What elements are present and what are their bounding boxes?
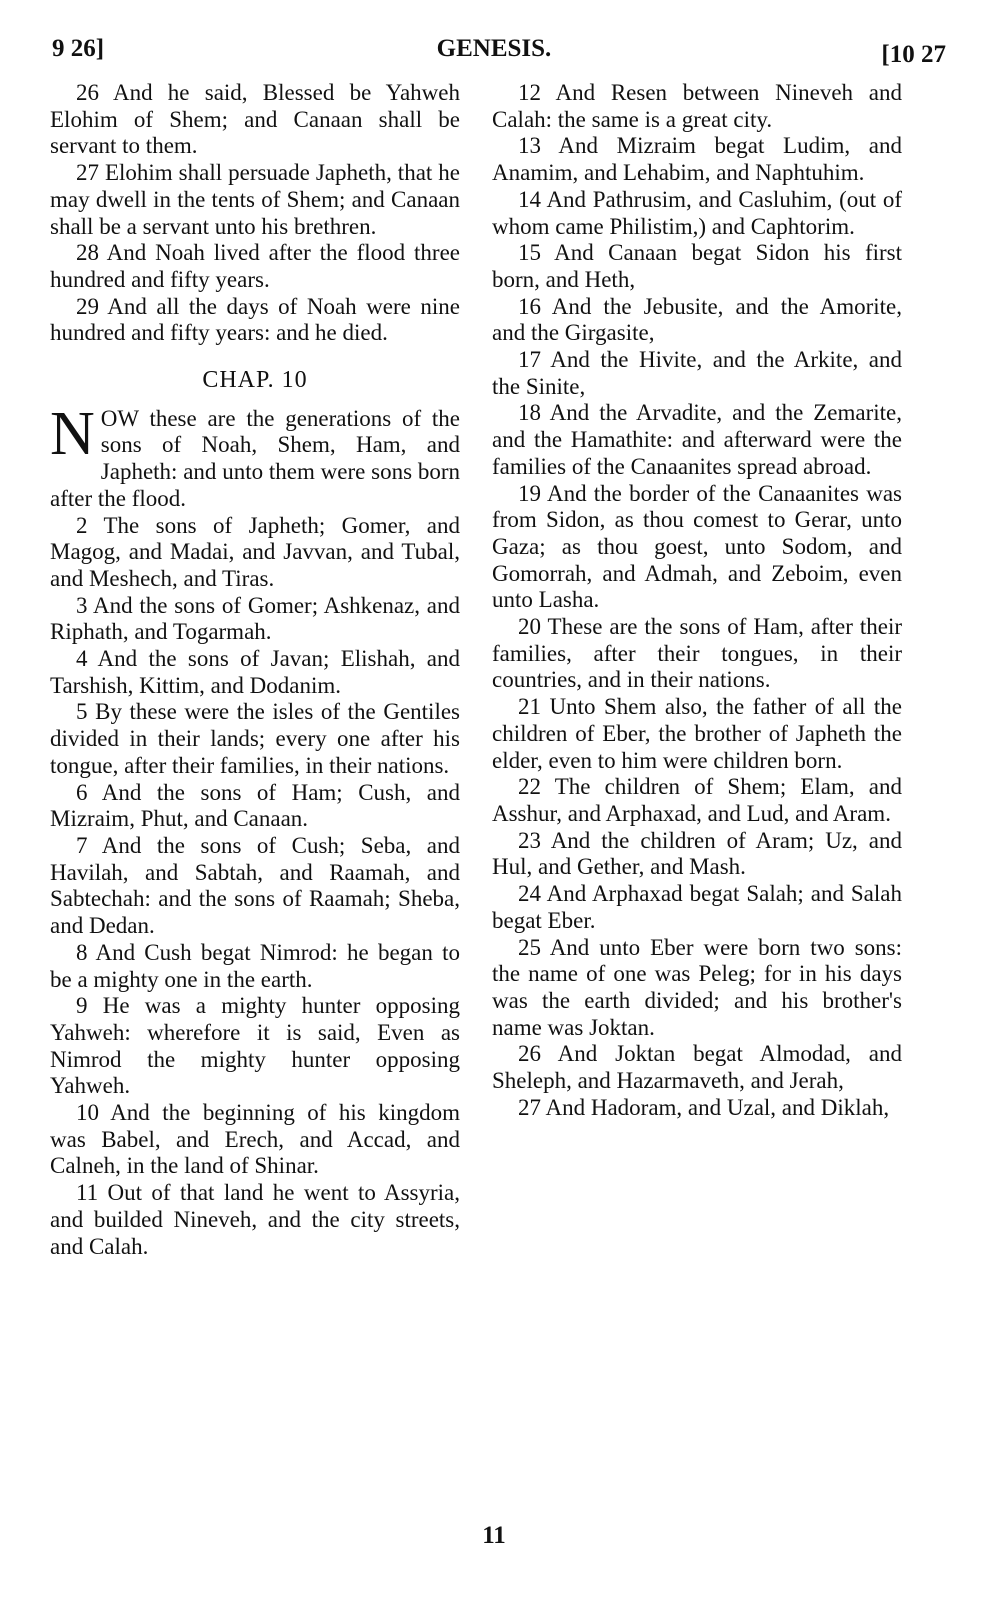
left-column: [50, 80, 460, 1260]
page-number: 11: [482, 1522, 506, 1549]
verse-10-10: 10 And the beginning of his kingdom was Babel, and Erech, and Accad, and Calneh, in the land of Shinar.: [50, 1100, 460, 1179]
verse-10-1: [50, 399, 460, 513]
verse-10-22: 22 The children of Shem; Elam, and Asshur, and Arphaxad, and Lud, and Aram.: [492, 774, 902, 826]
verse-10-24: 24 And Arphaxad begat Salah; and Salah begat Eber.: [492, 881, 902, 933]
verse-10-7: 7 And the sons of Cush; Seba, and Havilah, and Sabtah, and Raamah, and Sabtechah: and the sons of Raamah; Sheba, and Dedan.: [50, 832, 460, 939]
verse-9-26: 26 And he said, Blessed be Yahweh Elohim of Shem; and Canaan shall be servant to them.: [50, 80, 460, 159]
verse-9-29: 29 And all the days of Noah were nine hundred and fifty years: and he died.: [50, 293, 460, 346]
verse-10-15: 15 And Canaan begat Sidon his first born, and Heth,: [492, 240, 902, 292]
verse-10-11: 11 Out of that land he went to Assyria, and builded Nineveh, and the city streets, and Calah.: [50, 1180, 460, 1259]
verse-10-25: 25 And unto Eber were born two sons: the name of one was Peleg; for in his days was the earth divided; and his brother's name was Joktan.: [492, 934, 902, 1040]
verse-10-1-text: OW these are the generations of the sons of Noah, Shem, Ham, and Japheth: and unto them were sons born after the flood.: [50, 405, 460, 511]
verse-10-27: 27 And Hadoram, and Uzal, and Diklah,: [518, 1094, 890, 1120]
verse-10-18: 18 And the Arvadite, and the Zemarite, and the Hamathite: and afterward were the families of the Canaanites spread abroad.: [492, 400, 902, 479]
verse-10-4: 4 And the sons of Javan; Elishah, and Tarshish, Kittim, and Dodanim.: [50, 646, 460, 698]
book-title: GENESIS.: [436, 35, 552, 62]
drop-cap: N: [50, 399, 95, 468]
verse-10-20: 20 These are the sons of Ham, after their families, after their tongues, in their countries, and in their nations.: [492, 614, 902, 693]
verse-10-9: 9 He was a mighty hunter opposing Yahweh: wherefore it is said, Even as Nimrod the mighty hunter opposing Yahweh.: [50, 993, 460, 1099]
verse-10-23: 23 And the children of Aram; Uz, and Hul, and Gether, and Mash.: [492, 827, 902, 880]
verse-10-21: 21 Unto Shem also, the father of all the children of Eber, the brother of Japheth the elder, even to him were children born.: [492, 694, 902, 773]
verse-10-2: 2 The sons of Japheth; Gomer, and Magog, and Madai, and Javvan, and Tubal, and Meshech, and Tiras.: [50, 512, 460, 591]
verse-10-13: 13 And Mizraim begat Ludim, and Anamim, and Lehabim, and Naphtuhim.: [492, 133, 902, 186]
verse-10-26: 26 And Joktan begat Almodad, and Sheleph, and Hazarmaveth, and Jerah,: [492, 1041, 902, 1094]
verse-10-3: 3 And the sons of Gomer; Ashkenaz, and Riphath, and Togarmah.: [50, 592, 460, 645]
running-head-left: 9 26]: [52, 35, 105, 62]
verse-10-19: 19 And the border of the Canaanites was from Sidon, as thou comest to Gerar, unto Gaza; as thou goest, unto Sodom, and Gomorrah, and Admah, and Zeboim, even unto Lasha.: [492, 480, 902, 613]
verse-10-6: 6 And the sons of Ham; Cush, and Mizraim, Phut, and Canaan.: [50, 779, 460, 832]
running-head-right: [10 27: [881, 41, 946, 68]
right-column: [492, 80, 902, 1121]
verse-10-5: 5 By these were the isles of the Gentiles divided in their lands; every one after his tongue, after their families, in their nations.: [50, 699, 460, 778]
chapter-heading: CHAP. 10: [202, 367, 308, 394]
verse-10-16: 16 And the Jebusite, and the Amorite, and the Girgasite,: [492, 293, 902, 346]
verse-10-14: 14 And Pathrusim, and Casluhim, (out of whom came Philistim,) and Caphtorim.: [492, 186, 902, 239]
verse-10-17: 17 And the Hivite, and the Arkite, and the Sinite,: [492, 347, 902, 399]
verse-10-8: 8 And Cush begat Nimrod: he began to be a mighty one in the earth.: [50, 939, 460, 992]
verse-9-27: 27 Elohim shall persuade Japheth, that he may dwell in the tents of Shem; and Canaan shall be a servant unto his brethren.: [50, 160, 460, 239]
verse-9-28: 28 And Noah lived after the flood three hundred and fifty years.: [50, 240, 460, 292]
verse-10-12: 12 And Resen between Nineveh and Calah: the same is a great city.: [492, 80, 902, 132]
